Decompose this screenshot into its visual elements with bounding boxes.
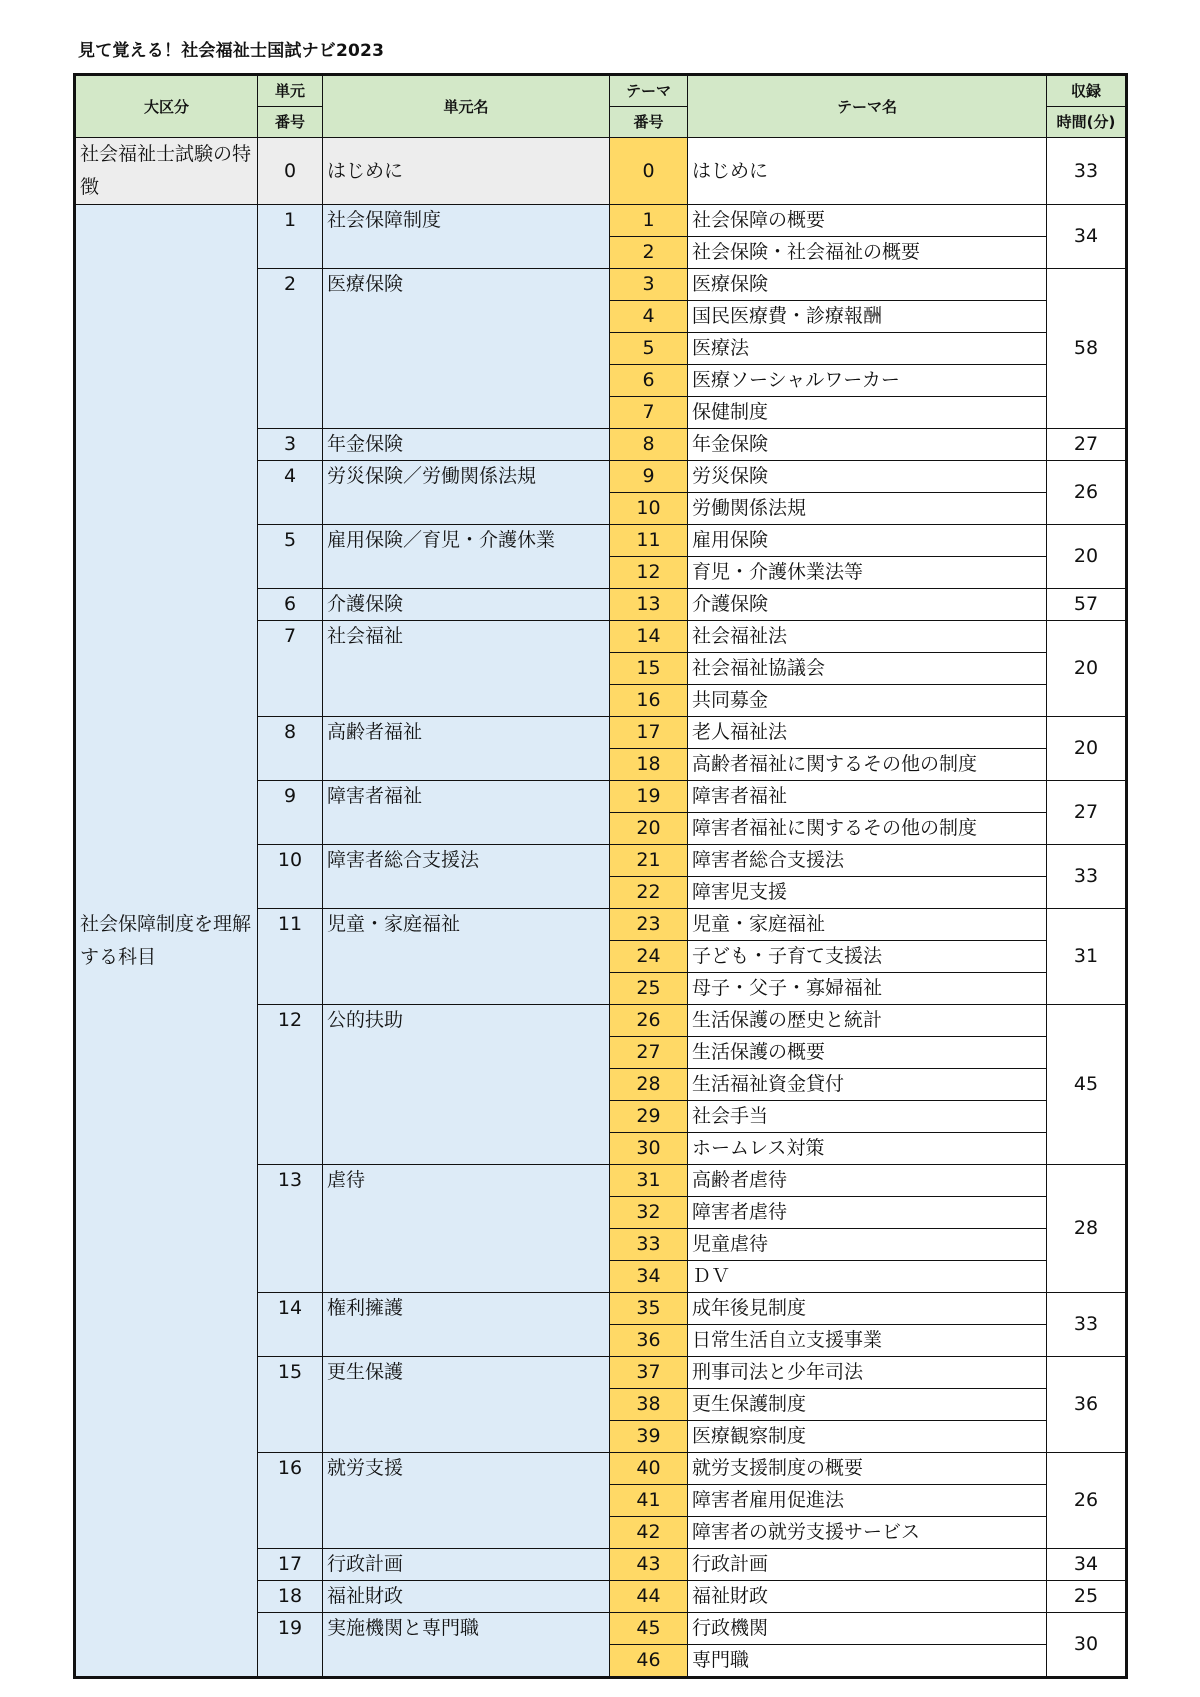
theme-name-cell: 児童虐待 [688,1229,1047,1261]
theme-number-cell: 12 [610,557,688,589]
unit-name-cell: 障害者福祉 [323,781,610,845]
minutes-cell: 57 [1047,589,1127,621]
minutes-cell: 20 [1047,621,1127,717]
theme-number-cell: 26 [610,1005,688,1037]
theme-number-cell: 24 [610,941,688,973]
theme-number-cell: 21 [610,845,688,877]
theme-name-cell: ＤＶ [688,1261,1047,1293]
table-row [75,205,1127,237]
minutes-cell: 34 [1047,1549,1127,1581]
theme-number-cell: 38 [610,1389,688,1421]
unit-name-cell: 更生保護 [323,1357,610,1453]
theme-number-cell: 16 [610,685,688,717]
theme-name-cell: 医療保険 [688,269,1047,301]
theme-name-cell: 社会福祉法 [688,621,1047,653]
minutes-cell: 33 [1047,1293,1127,1357]
unit-number-cell: 4 [258,461,323,525]
theme-number-cell: 1 [610,205,688,237]
theme-name-cell: 専門職 [688,1645,1047,1678]
theme-name-cell: 障害者福祉 [688,781,1047,813]
header-unit-num-2: 番号 [258,107,323,138]
theme-name-cell: 雇用保険 [688,525,1047,557]
document-title: 見て覚える！社会福祉士国試ナビ2023 [78,41,385,61]
theme-number-cell: 4 [610,301,688,333]
theme-number-cell: 25 [610,973,688,1005]
theme-name-cell: ホームレス対策 [688,1133,1047,1165]
theme-number-cell: 43 [610,1549,688,1581]
header-theme-num-2: 番号 [610,107,688,138]
unit-name-cell: はじめに [323,138,610,205]
theme-name-cell: 母子・父子・寡婦福祉 [688,973,1047,1005]
theme-number-cell: 15 [610,653,688,685]
theme-number-cell: 13 [610,589,688,621]
unit-number-cell: 3 [258,429,323,461]
theme-name-cell: 医療観察制度 [688,1421,1047,1453]
theme-name-cell: 障害者虐待 [688,1197,1047,1229]
theme-number-cell: 22 [610,877,688,909]
unit-number-cell: 15 [258,1357,323,1453]
minutes-cell: 30 [1047,1613,1127,1678]
unit-name-cell: 実施機関と専門職 [323,1613,610,1678]
minutes-cell: 36 [1047,1357,1127,1453]
theme-number-cell: 19 [610,781,688,813]
theme-number-cell: 33 [610,1229,688,1261]
theme-number-cell: 0 [610,138,688,205]
unit-number-cell: 10 [258,845,323,909]
unit-name-cell: 虐待 [323,1165,610,1293]
theme-name-cell: 社会手当 [688,1101,1047,1133]
unit-number-cell: 1 [258,205,323,269]
unit-number-cell: 11 [258,909,323,1005]
unit-number-cell: 2 [258,269,323,429]
theme-number-cell: 37 [610,1357,688,1389]
theme-name-cell: 障害者総合支援法 [688,845,1047,877]
unit-name-cell: 雇用保険／育児・介護休業 [323,525,610,589]
unit-name-cell: 年金保険 [323,429,610,461]
theme-name-cell: 医療法 [688,333,1047,365]
theme-name-cell: 子ども・子育て支援法 [688,941,1047,973]
header-category: 大区分 [75,75,258,138]
theme-name-cell: 障害児支援 [688,877,1047,909]
theme-number-cell: 23 [610,909,688,941]
theme-number-cell: 28 [610,1069,688,1101]
unit-name-cell: 公的扶助 [323,1005,610,1165]
category-cell: 社会福祉士試験の特徴 [75,138,258,205]
table-body [75,138,1127,1678]
unit-name-cell: 労災保険／労働関係法規 [323,461,610,525]
theme-number-cell: 7 [610,397,688,429]
theme-number-cell: 6 [610,365,688,397]
unit-number-cell: 14 [258,1293,323,1357]
unit-number-cell: 16 [258,1453,323,1549]
theme-name-cell: 成年後見制度 [688,1293,1047,1325]
theme-name-cell: 行政機関 [688,1613,1047,1645]
unit-number-cell: 19 [258,1613,323,1678]
header-unit-name: 単元名 [323,75,610,138]
theme-name-cell: 障害者福祉に関するその他の制度 [688,813,1047,845]
minutes-cell: 58 [1047,269,1127,429]
theme-name-cell: 労災保険 [688,461,1047,493]
unit-name-cell: 高齢者福祉 [323,717,610,781]
unit-number-cell: 12 [258,1005,323,1165]
theme-number-cell: 17 [610,717,688,749]
unit-name-cell: 障害者総合支援法 [323,845,610,909]
minutes-cell: 27 [1047,429,1127,461]
theme-number-cell: 3 [610,269,688,301]
theme-name-cell: 高齢者福祉に関するその他の制度 [688,749,1047,781]
minutes-cell: 27 [1047,781,1127,845]
unit-name-cell: 社会福祉 [323,621,610,717]
theme-name-cell: はじめに [688,138,1047,205]
theme-number-cell: 35 [610,1293,688,1325]
theme-number-cell: 36 [610,1325,688,1357]
minutes-cell: 33 [1047,138,1127,205]
theme-name-cell: 障害者雇用促進法 [688,1485,1047,1517]
theme-name-cell: 日常生活自立支援事業 [688,1325,1047,1357]
theme-name-cell: 就労支援制度の概要 [688,1453,1047,1485]
unit-number-cell: 6 [258,589,323,621]
theme-name-cell: 更生保護制度 [688,1389,1047,1421]
unit-name-cell: 医療保険 [323,269,610,429]
unit-name-cell: 児童・家庭福祉 [323,909,610,1005]
theme-number-cell: 34 [610,1261,688,1293]
unit-name-cell: 介護保険 [323,589,610,621]
minutes-cell: 26 [1047,461,1127,525]
minutes-cell: 45 [1047,1005,1127,1165]
category-cell: 社会保障制度を理解する科目 [75,205,258,1678]
unit-number-cell: 9 [258,781,323,845]
theme-number-cell: 11 [610,525,688,557]
theme-name-cell: 生活福祉資金貸付 [688,1069,1047,1101]
theme-number-cell: 32 [610,1197,688,1229]
theme-name-cell: 国民医療費・診療報酬 [688,301,1047,333]
header-minutes-2: 時間(分) [1047,107,1127,138]
minutes-cell: 34 [1047,205,1127,269]
theme-number-cell: 42 [610,1517,688,1549]
theme-name-cell: 福祉財政 [688,1581,1047,1613]
minutes-cell: 33 [1047,845,1127,909]
unit-name-cell: 福祉財政 [323,1581,610,1613]
minutes-cell: 20 [1047,717,1127,781]
theme-name-cell: 労働関係法規 [688,493,1047,525]
theme-name-cell: 社会福祉協議会 [688,653,1047,685]
minutes-cell: 20 [1047,525,1127,589]
theme-number-cell: 20 [610,813,688,845]
theme-name-cell: 保健制度 [688,397,1047,429]
theme-name-cell: 行政計画 [688,1549,1047,1581]
theme-number-cell: 29 [610,1101,688,1133]
theme-name-cell: 社会保険・社会福祉の概要 [688,237,1047,269]
minutes-cell: 26 [1047,1453,1127,1549]
table-row [75,138,1127,205]
theme-name-cell: 生活保護の歴史と統計 [688,1005,1047,1037]
theme-name-cell: 育児・介護休業法等 [688,557,1047,589]
theme-name-cell: 共同募金 [688,685,1047,717]
unit-number-cell: 17 [258,1549,323,1581]
theme-number-cell: 10 [610,493,688,525]
theme-number-cell: 44 [610,1581,688,1613]
header-row [75,75,1127,107]
unit-name-cell: 社会保障制度 [323,205,610,269]
theme-name-cell: 介護保険 [688,589,1047,621]
theme-number-cell: 41 [610,1485,688,1517]
theme-name-cell: 生活保護の概要 [688,1037,1047,1069]
theme-name-cell: 社会保障の概要 [688,205,1047,237]
theme-number-cell: 5 [610,333,688,365]
theme-number-cell: 27 [610,1037,688,1069]
curriculum-table [73,73,1128,1679]
unit-number-cell: 0 [258,138,323,205]
theme-number-cell: 8 [610,429,688,461]
theme-number-cell: 14 [610,621,688,653]
theme-name-cell: 年金保険 [688,429,1047,461]
unit-name-cell: 行政計画 [323,1549,610,1581]
unit-number-cell: 13 [258,1165,323,1293]
unit-number-cell: 18 [258,1581,323,1613]
minutes-cell: 28 [1047,1165,1127,1293]
minutes-cell: 31 [1047,909,1127,1005]
theme-name-cell: 障害者の就労支援サービス [688,1517,1047,1549]
header-theme-name: テーマ名 [688,75,1047,138]
header-minutes-1: 収録 [1047,75,1127,107]
theme-number-cell: 18 [610,749,688,781]
unit-number-cell: 5 [258,525,323,589]
theme-number-cell: 9 [610,461,688,493]
unit-number-cell: 8 [258,717,323,781]
header-theme-num-1: テーマ [610,75,688,107]
theme-number-cell: 31 [610,1165,688,1197]
theme-number-cell: 2 [610,237,688,269]
theme-name-cell: 老人福祉法 [688,717,1047,749]
unit-number-cell: 7 [258,621,323,717]
header-unit-num-1: 単元 [258,75,323,107]
unit-name-cell: 就労支援 [323,1453,610,1549]
theme-name-cell: 高齢者虐待 [688,1165,1047,1197]
minutes-cell: 25 [1047,1581,1127,1613]
theme-name-cell: 医療ソーシャルワーカー [688,365,1047,397]
unit-name-cell: 権利擁護 [323,1293,610,1357]
theme-number-cell: 46 [610,1645,688,1678]
theme-number-cell: 45 [610,1613,688,1645]
theme-name-cell: 刑事司法と少年司法 [688,1357,1047,1389]
theme-name-cell: 児童・家庭福祉 [688,909,1047,941]
theme-number-cell: 39 [610,1421,688,1453]
theme-number-cell: 30 [610,1133,688,1165]
theme-number-cell: 40 [610,1453,688,1485]
